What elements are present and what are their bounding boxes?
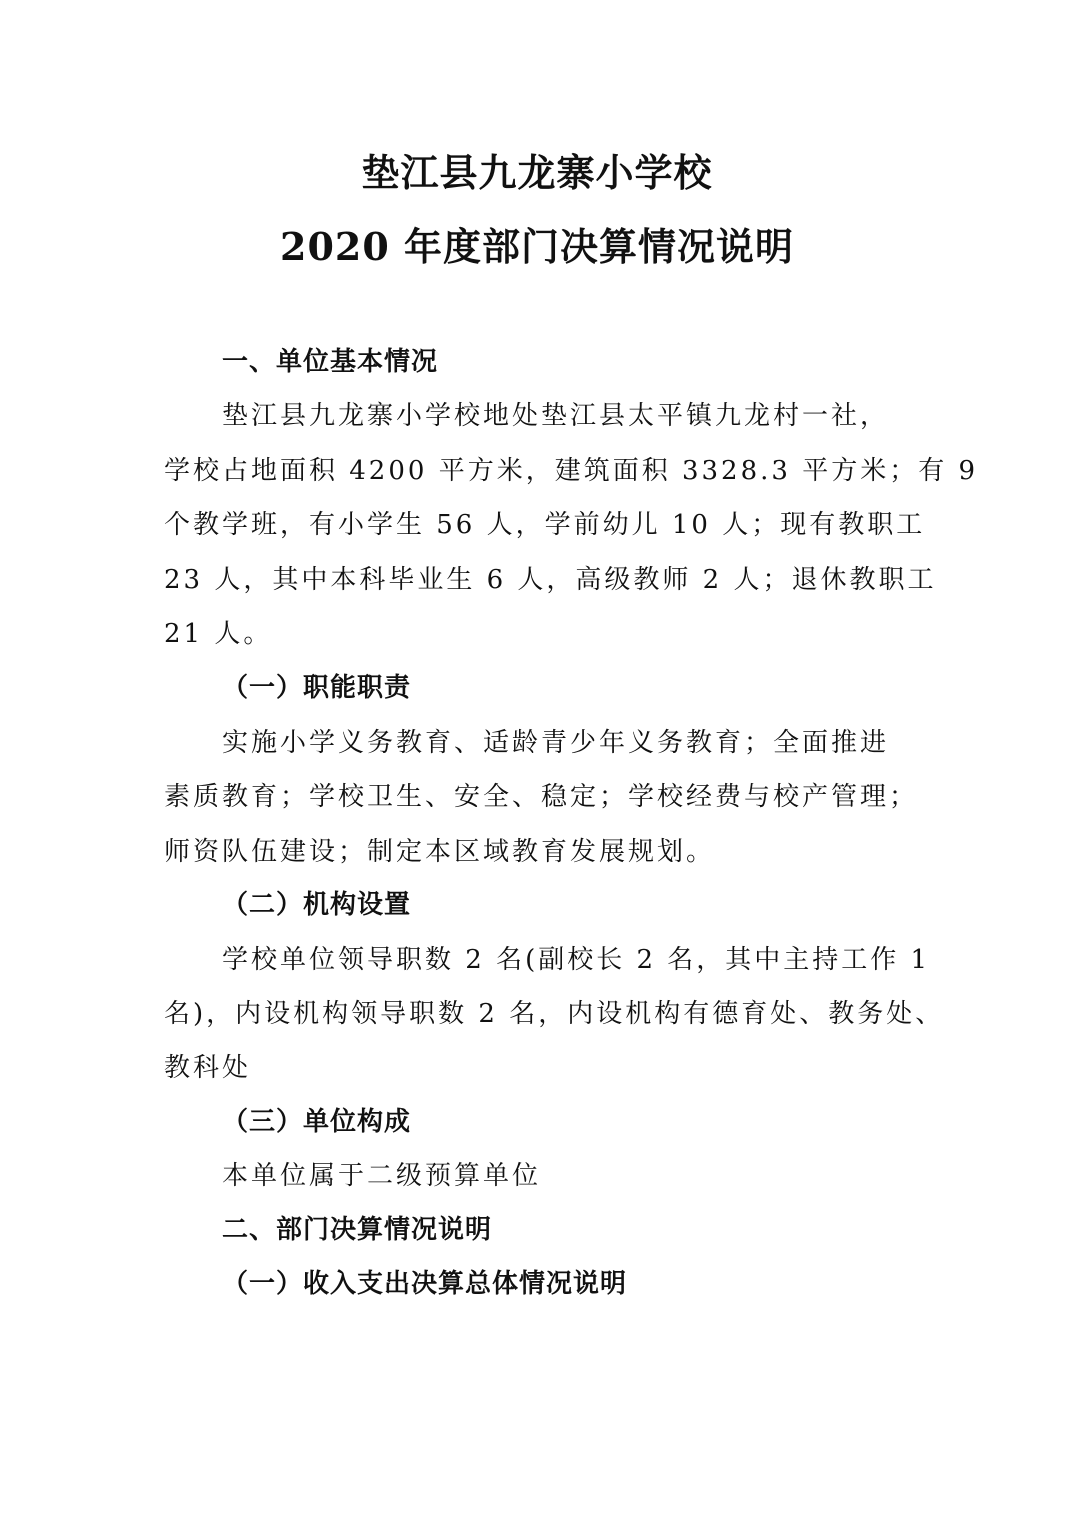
paragraph-line: 本单位属于二级预算单位 (222, 1161, 542, 1191)
paragraph-line: 实施小学义务教育、适龄青少年义务教育；全面推进 (222, 728, 890, 758)
paragraph-line: 学校占地面积 4200 平方米，建筑面积 3328.3 平方米；有 9 (164, 456, 979, 486)
subsection-heading-income-expense: （一）收入支出决算总体情况说明 (222, 1269, 628, 1299)
paragraph-line: 师资队伍建设；制定本区域教育发展规划。 (164, 837, 716, 867)
paragraph-line: 23 人，其中本科毕业生 6 人，高级教师 2 人；退休教职工 (164, 565, 937, 595)
section-heading-final-accounts: 二、部门决算情况说明 (222, 1215, 493, 1245)
paragraph-line: 名)，内设机构领导职数 2 名，内设机构有德育处、教务处、 (164, 999, 945, 1029)
paragraph-line: 素质教育；学校卫生、安全、稳定；学校经费与校产管理； (164, 782, 919, 812)
paragraph-line: 垫江县九龙寨小学校地处垫江县太平镇九龙村一社， (222, 401, 890, 431)
document-title: 垫江县九龙寨小学校 (361, 150, 713, 195)
subsection-heading-organization: （二）机构设置 (222, 890, 412, 920)
subsection-heading-duties: （一）职能职责 (222, 673, 412, 703)
document-subtitle: 2020 年度部门决算情况说明 (280, 224, 794, 269)
paragraph-line: 个教学班，有小学生 56 人，学前幼儿 10 人；现有教职工 (164, 510, 926, 540)
paragraph-line: 学校单位领导职数 2 名(副校长 2 名，其中主持工作 1 (222, 945, 931, 975)
section-heading-basic-info: 一、单位基本情况 (222, 347, 439, 377)
subsection-heading-composition: （三）单位构成 (222, 1107, 412, 1137)
paragraph-line: 21 人。 (164, 619, 273, 649)
paragraph-line: 教科处 (164, 1053, 252, 1083)
